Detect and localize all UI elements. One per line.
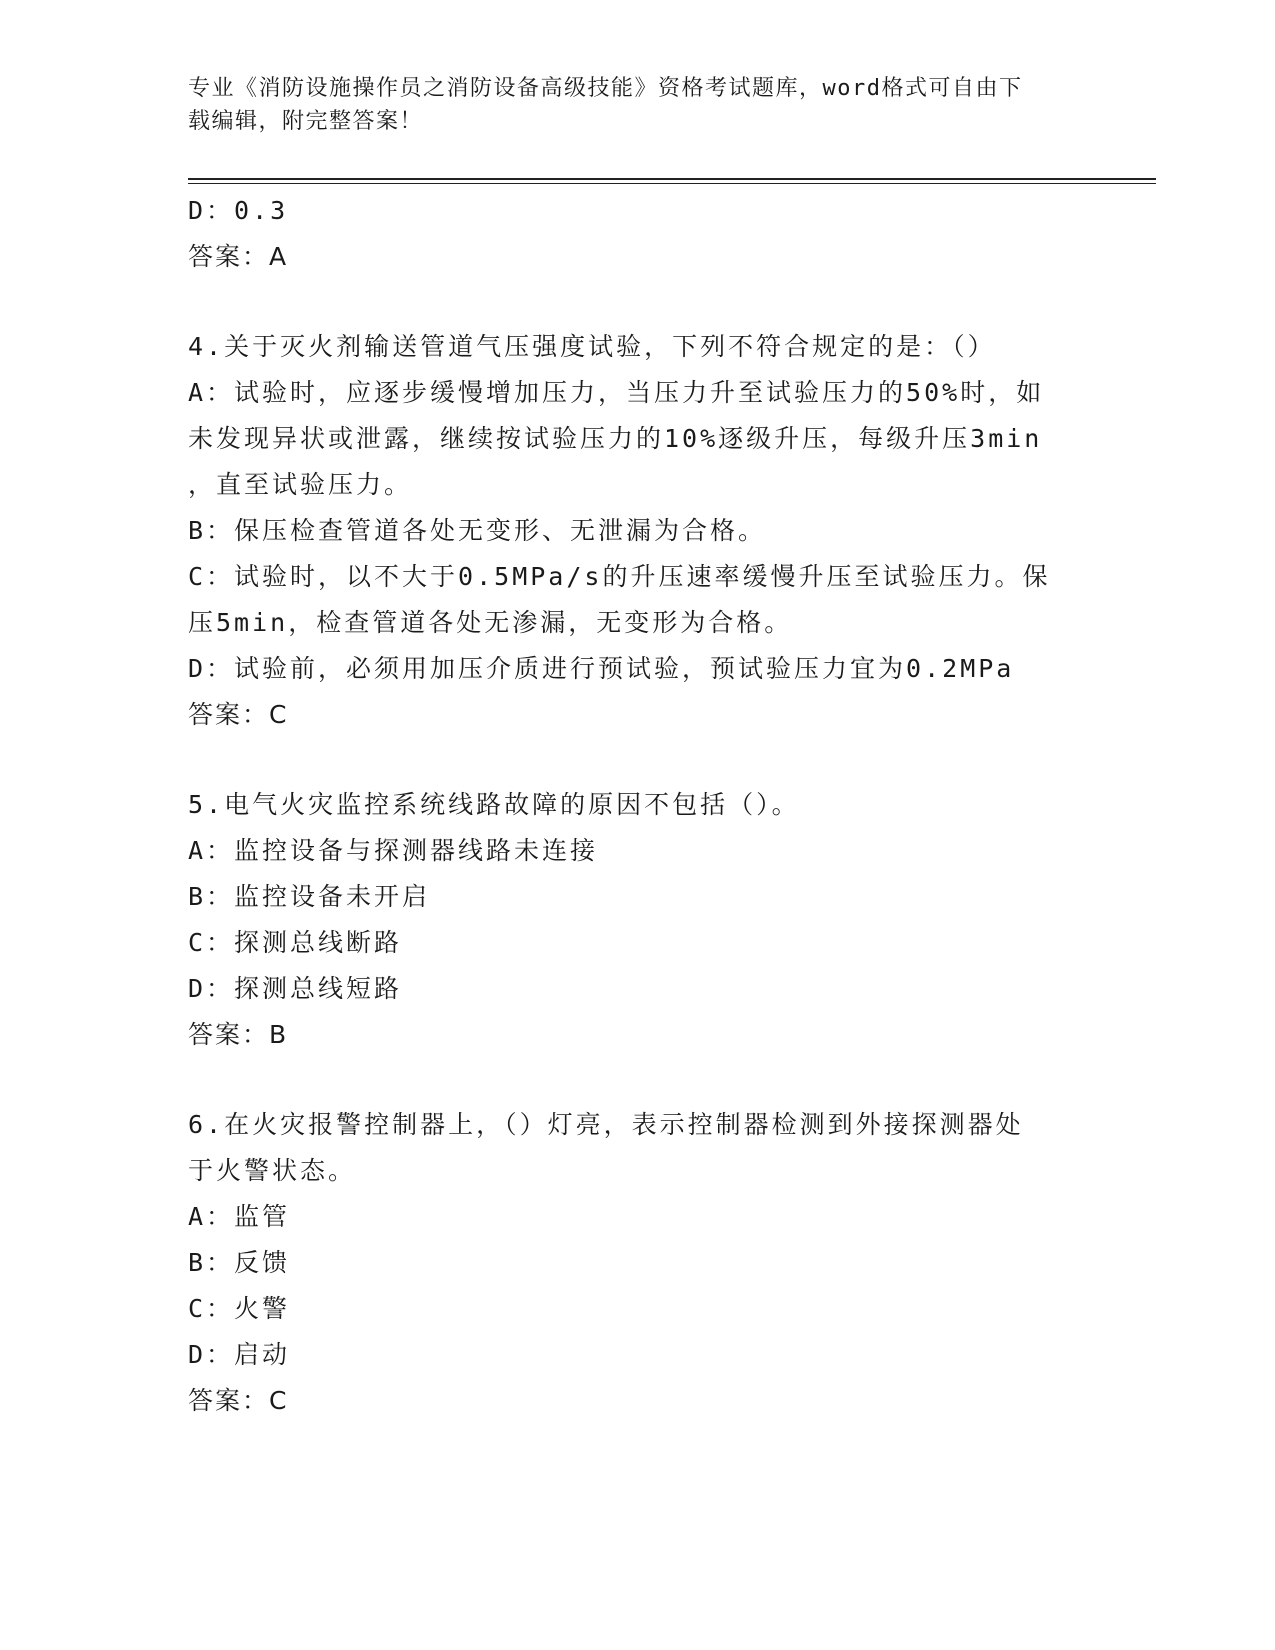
question-stem-continued: 于火警状态。 <box>188 1156 357 1185</box>
option-c-continued: 压5min，检查管道各处无渗漏，无变形为合格。 <box>188 608 793 637</box>
question-3-tail <box>188 188 1068 280</box>
answer-label: 答案：B <box>188 1020 289 1049</box>
option-b: B：反馈 <box>188 1248 291 1277</box>
spacer <box>188 1058 1068 1102</box>
answer-label: 答案：C <box>188 1386 289 1415</box>
header-line-1: 专业《消防设施操作员之消防设备高级技能》资格考试题库，word格式可自由下 <box>188 76 1023 101</box>
option-c: C：试验时，以不大于0.5MPa/s的升压速率缓慢升压至试验压力。保 <box>188 562 1051 591</box>
question-content <box>188 188 1068 1424</box>
question-5 <box>188 782 1068 1058</box>
option-b: B：保压检查管道各处无变形、无泄漏为合格。 <box>188 516 767 545</box>
spacer <box>188 738 1068 782</box>
question-6 <box>188 1102 1068 1424</box>
header-divider-thick <box>188 178 1156 180</box>
document-header <box>188 72 1068 138</box>
question-stem: 5.电气火灾监控系统线路故障的原因不包括（）。 <box>188 790 800 819</box>
question-stem: 6.在火灾报警控制器上，（）灯亮，表示控制器检测到外接探测器处 <box>188 1110 1024 1139</box>
question-4 <box>188 324 1068 738</box>
option-d: D：试验前，必须用加压介质进行预试验，预试验压力宜为0.2MPa <box>188 654 1015 683</box>
option-d: D：启动 <box>188 1340 291 1369</box>
option-d: D：探测总线短路 <box>188 974 403 1003</box>
option-a-continued: 未发现异状或泄露，继续按试验压力的10%逐级升压，每级升压3min <box>188 424 1043 453</box>
option-b: B：监控设备未开启 <box>188 882 431 911</box>
question-stem: 4.关于灭火剂输送管道气压强度试验，下列不符合规定的是：（） <box>188 332 996 361</box>
option-a: A：监管 <box>188 1202 291 1231</box>
header-divider-thin <box>188 183 1156 184</box>
option-a: A：监控设备与探测器线路未连接 <box>188 836 599 865</box>
option-c: C：探测总线断路 <box>188 928 403 957</box>
option-c: C：火警 <box>188 1294 291 1323</box>
option-d: D：0.3 <box>188 196 289 225</box>
spacer <box>188 280 1068 324</box>
option-a-continued: ，直至试验压力。 <box>188 470 413 499</box>
header-line-2: 载编辑，附完整答案！ <box>188 109 424 134</box>
answer-label: 答案：C <box>188 700 289 729</box>
option-a: A：试验时，应逐步缓慢增加压力，当压力升至试验压力的50%时，如 <box>188 378 1045 407</box>
answer-label: 答案：A <box>188 242 289 271</box>
